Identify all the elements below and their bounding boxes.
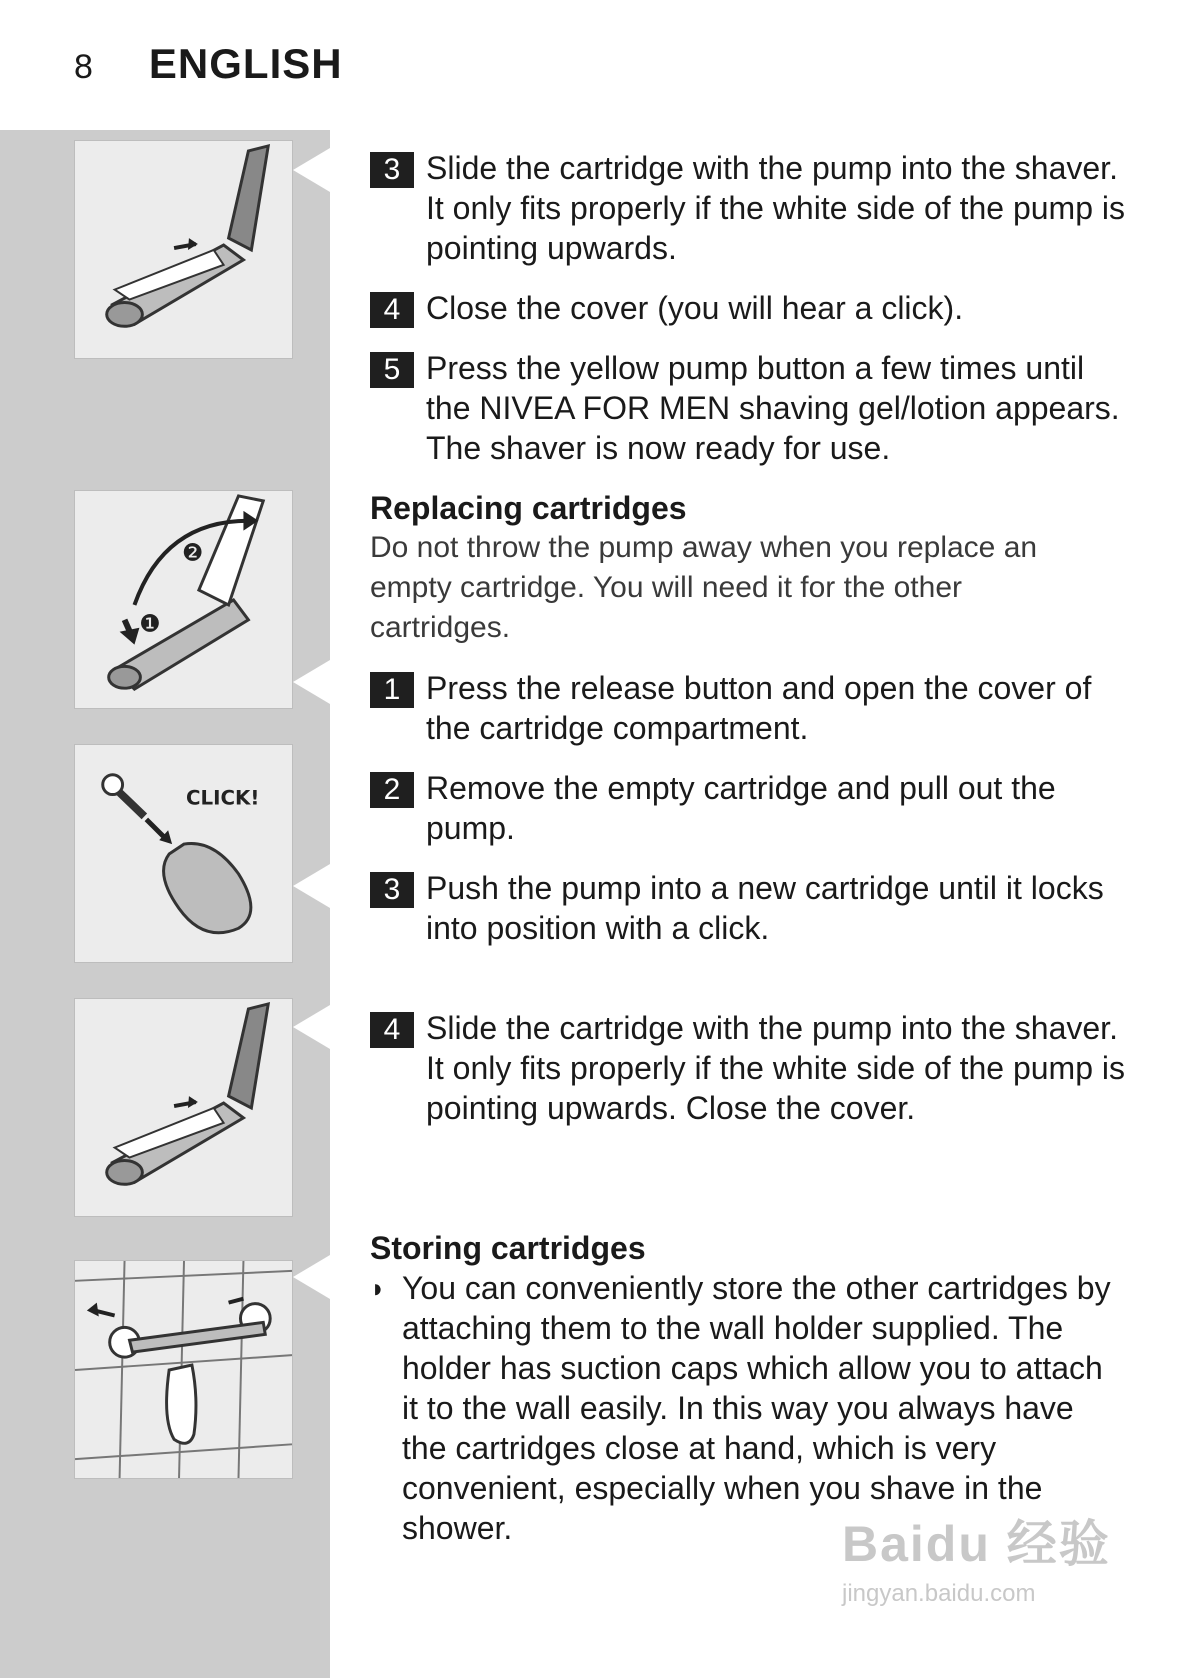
shaver-release-button-icon [75,491,292,708]
replace-step-4 [370,1008,1130,1128]
illustration-release-button [74,490,293,709]
page-header [74,40,343,90]
bullet-text: You can conveniently store the other cartridges by attaching them to the wall holder supplied. The holder has suction caps which allow you to attach it to the wall easily. In this way you always have the cartridges close at hand, which is very convenient, especially when you shave in the shower. [402,1270,1111,1546]
step-marker-2: ❷ [182,538,204,567]
watermark-url: jingyan.baidu.com [842,1580,1036,1607]
step-text: Close the cover (you will hear a click). [426,290,964,326]
illustration-shaver-cover-open-2 [74,998,293,1217]
shaver-cover-open-icon [75,141,292,358]
bullet-arrow-icon: ◗ [370,1273,386,1303]
page-number: 8 [74,48,93,86]
replace-step-1 [370,668,1130,748]
step-5-press-pump [370,348,1130,468]
callout-pointer [293,148,330,192]
step-number-badge: 5 [370,352,414,388]
replacing-cartridges-intro: Do not throw the pump away when you replace an empty cartridge. You will need it for the other cartridges. [370,531,1038,644]
watermark-logo: Baidu 经验 [842,1516,1111,1572]
language-heading: ENGLISH [148,40,343,87]
callout-pointer [293,1005,330,1049]
step-number-badge: 3 [370,152,414,188]
step-text: Remove the empty cartridge and pull out the pump. [426,770,1056,846]
step-3-slide-cartridge [370,148,1130,268]
storing-cartridges-heading: Storing cartridges [370,1230,646,1266]
step-number-badge: 4 [370,1012,414,1048]
callout-pointer [293,864,330,908]
step-text: Press the yellow pump button a few times until the NIVEA FOR MEN shaving gel/lotion appears. The shaver is now ready for use. [426,350,1120,466]
callout-pointer [293,1255,330,1299]
callout-pointer [293,660,330,704]
replacing-cartridges-heading: Replacing cartridges [370,490,687,526]
step-number-badge: 1 [370,672,414,708]
step-text: Slide the cartridge with the pump into the shaver. It only fits properly if the white side of the pump is pointing upwards. Close the cover. [426,1010,1125,1126]
step-4-close-cover [370,288,1130,328]
pump-cartridge-click-icon [75,745,292,962]
illustration-shaver-cover-open [74,140,293,359]
replace-step-2 [370,768,1130,848]
step-number-badge: 4 [370,292,414,328]
step-text: Press the release button and open the cover of the cartridge compartment. [426,670,1092,746]
shaver-cover-open-icon [75,999,292,1216]
step-number-badge: 3 [370,872,414,908]
illustration-wall-holder [74,1260,293,1479]
step-text: Push the pump into a new cartridge until it locks into position with a click. [426,870,1104,946]
step-number-badge: 2 [370,772,414,808]
wall-holder-icon [75,1261,292,1478]
baidu-watermark [842,1504,1122,1634]
replace-step-3 [370,868,1130,948]
step-marker-1: ❶ [139,609,161,638]
click-caption: CLICK! [185,786,260,810]
illustration-pump-click [74,744,293,963]
step-text: Slide the cartridge with the pump into the shaver. It only fits properly if the white side of the pump is pointing upwards. [426,150,1125,266]
